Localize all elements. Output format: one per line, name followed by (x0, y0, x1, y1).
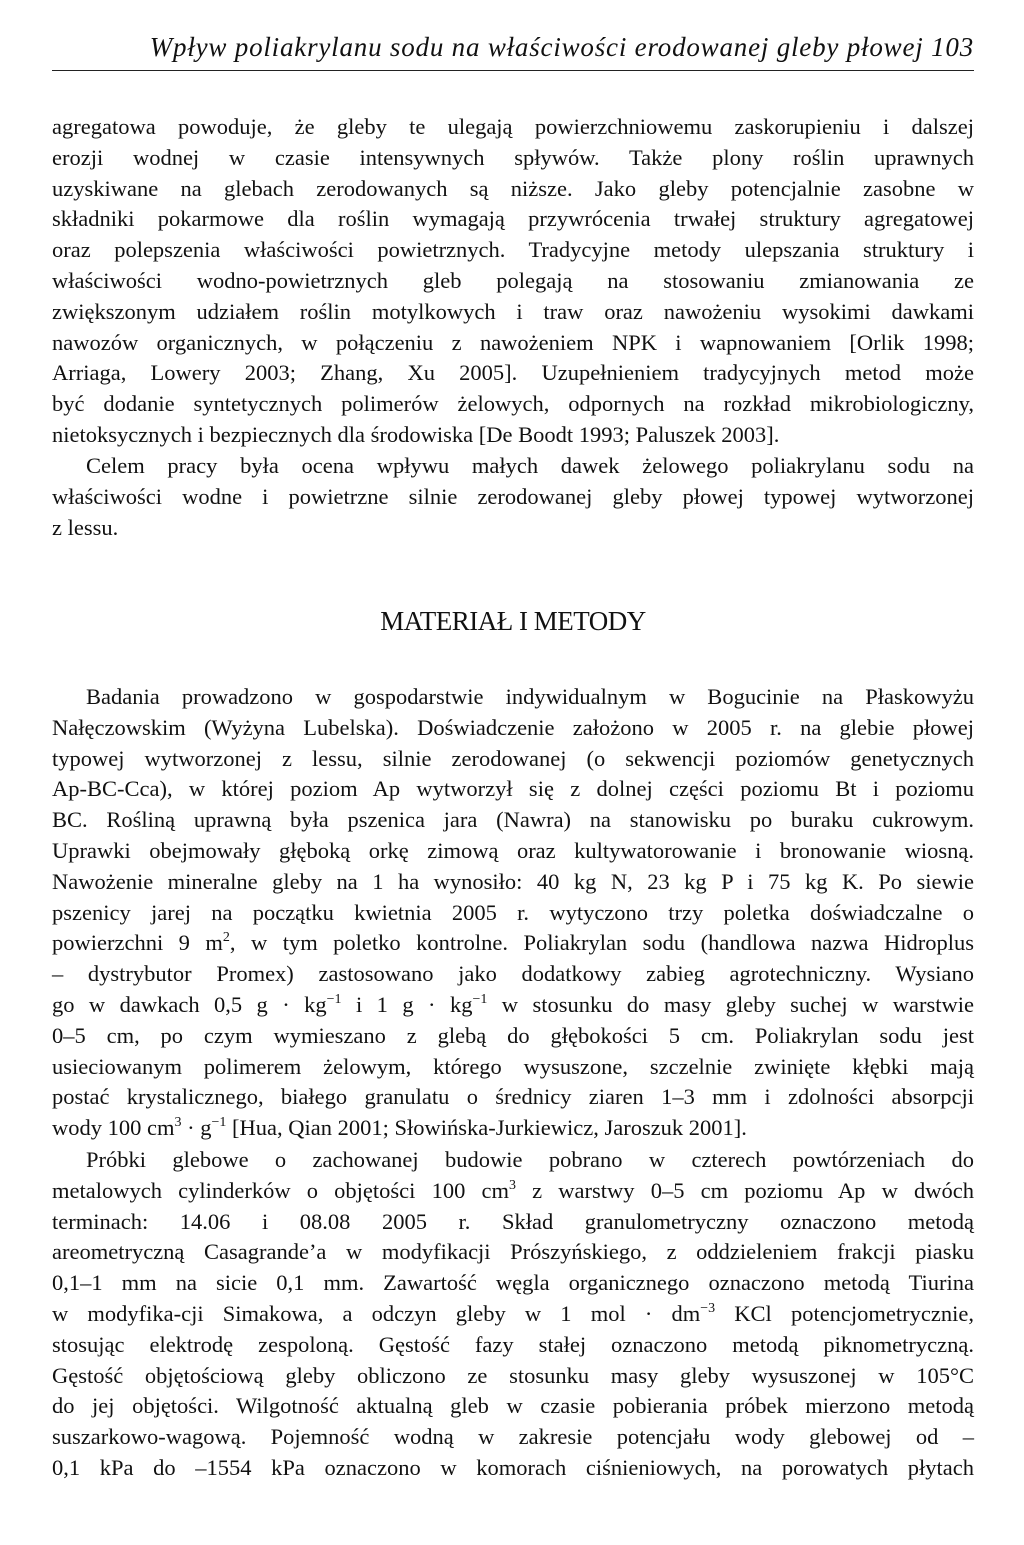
text-line: stosując elektrodę zespoloną. Gęstość fazy stałej oznaczono metodą piknometryczną. (52, 1331, 974, 1357)
text-run: z warstwy 0–5 cm poziomu Ap w dwóch (515, 1177, 974, 1203)
superscript: 3 (508, 1177, 516, 1193)
text-line: 0,1 kPa do –1554 kPa oznaczono w komorach ciśnieniowych, na porowatych płytach (52, 1454, 974, 1480)
superscript: −1 (326, 991, 342, 1007)
text-line: nietoksycznych i bezpiecznych dla środowiska [De Boodt 1993; Paluszek 2003]. (52, 421, 780, 447)
superscript: −1 (211, 1115, 227, 1131)
text-line: uzyskiwane na glebach zerodowanych są niższe. Jako gleby potencjalnie zasobne w (52, 175, 974, 201)
text-run: metalowych cylinderków o objętości 100 cm (52, 1177, 509, 1203)
running-title: Wpływ poliakrylanu sodu na właściwości erodowanej gleby płowej (149, 32, 924, 62)
intro-paragraph-2 (52, 451, 974, 543)
text-run: wody 100 cm (52, 1115, 175, 1141)
text-line: Nałęczowskim (Wyżyna Lubelska). Doświadczenie założono w 2005 r. na glebie płowej (52, 714, 974, 740)
text-line: Badania prowadzono w gospodarstwie indywidualnym w Bogucinie na Płaskowyżu (86, 684, 974, 709)
text-line: Arriaga, Lowery 2003; Zhang, Xu 2005]. Uzupełnieniem tradycyjnych metod może (52, 360, 974, 386)
text-line: suszarkowo-wagową. Pojemność wodną w zakresie potencjału wody glebowej od – (52, 1424, 974, 1450)
text-line: oraz polepszenia właściwości powietrznych. Tradycyjne metody ulepszania struktury i (52, 237, 974, 263)
intro-paragraph-1 (52, 112, 974, 451)
text-line: zwiększonym udziałem roślin motylkowych i traw oraz nawożeniu wysokimi dawkami (52, 298, 974, 324)
text-line: z lessu. (52, 514, 119, 540)
text-line: nawozów organicznych, w połączeniu z nawożeniem NPK i wapnowaniem [Orlik 1998; (52, 329, 974, 355)
text-line: właściwości wodne i powietrzne silnie zerodowanej gleby płowej typowej wytworzonej (52, 483, 974, 509)
methods-paragraph-1 (52, 682, 974, 1144)
text-line (52, 1113, 974, 1144)
text-line: Uprawki obejmowały głęboką orkę zimową oraz kultywatorowanie i bronowanie wiosną. (52, 837, 974, 863)
text-line: Nawożenie mineralne gleby na 1 ha wynosiło: 40 kg N, 23 kg P i 75 kg K. Po siewie (52, 868, 974, 894)
text-line: 0,1–1 mm na sicie 0,1 mm. Zawartość węgla organicznego oznaczono metodą Tiurina (52, 1270, 974, 1296)
text-line: erozji wodnej w czasie intensywnych spływów. Także plony roślin uprawnych (52, 144, 974, 170)
text-line: właściwości wodno-powietrznych gleb polegają na stosowaniu zmianowania ze (52, 267, 974, 293)
superscript: −3 (700, 1300, 716, 1316)
text-line: składniki pokarmowe dla roślin wymagają przywrócenia trwałej struktury agregatowej (52, 206, 974, 232)
text-line: 0–5 cm, po czym wymieszano z glebą do głębokości 5 cm. Poliakrylan sodu jest (52, 1022, 974, 1048)
superscript: 2 (222, 930, 230, 946)
text-run: · g (181, 1115, 212, 1141)
text-run: w stosunku do masy gleby suchej w warstwie (487, 991, 974, 1017)
superscript: −1 (472, 991, 488, 1007)
text-line: agregatowa powoduje, że gleby te ulegają powierzchniowemu zaskorupieniu i dalszej (52, 114, 974, 139)
text-run: i 1 g · kg (341, 991, 473, 1017)
text-run: powierzchni 9 m (52, 930, 223, 956)
text-line: Ap-BC-Cca), w której poziom Ap wytworzył się z dolnej części poziomu Bt i poziomu (52, 776, 974, 802)
text-line: BC. Rośliną uprawną była pszenica jara (Nawra) na stanowisku po buraku cukrowym. (52, 807, 974, 833)
text-line (52, 990, 974, 1021)
text-run: KCl potencjometrycznie, (715, 1300, 974, 1326)
text-line: typowej wytworzonej z lessu, silnie zerodowanej (o sekwencji poziomów genetycznych (52, 745, 974, 771)
text-line: terminach: 14.06 i 08.08 2005 r. Skład granulometryczny oznaczono metodą (52, 1208, 974, 1234)
methods-paragraph-2 (52, 1145, 974, 1484)
page-number: 103 (931, 32, 974, 62)
running-header (52, 30, 974, 64)
text-line (52, 1299, 974, 1330)
text-line: Celem pracy była ocena wpływu małych dawek żelowego poliakrylanu sodu na (86, 453, 974, 478)
text-line: pszenicy jarej na początku kwietnia 2005 r. wytyczono trzy poletka doświadczalne o (52, 899, 974, 925)
text-run: w modyfika-cji Simakowa, a odczyn gleby w 1 mol · dm (52, 1300, 701, 1326)
text-run: , w tym poletko kontrolne. Poliakrylan sodu (handlowa nazwa Hidroplus (229, 930, 974, 956)
text-line: do jej objętości. Wilgotność aktualną gleb w czasie pobierania próbek mierzono metodą (52, 1393, 974, 1419)
text-line (52, 1176, 974, 1207)
text-line: Gęstość objętościową gleby obliczono ze stosunku masy gleby wysuszonej w 105°C (52, 1362, 974, 1388)
text-line: postać krystalicznego, białego granulatu o średnicy ziaren 1–3 mm i zdolności absorpcji (52, 1084, 974, 1110)
text-line (52, 928, 974, 959)
text-line: być dodanie syntetycznych polimerów żelowych, odpornych na rozkład mikrobiologiczny, (52, 391, 974, 417)
text-line: usieciowanym polimerem żelowym, którego wysuszone, szczelnie zwinięte kłębki mają (52, 1053, 974, 1079)
text-run: go w dawkach 0,5 g · kg (52, 991, 327, 1017)
superscript: 3 (174, 1115, 182, 1131)
text-line: – dystrybutor Promex) zastosowano jako dodatkowy zabieg agrotechniczny. Wysiano (52, 961, 974, 987)
header-rule (52, 70, 974, 71)
text-line: Próbki glebowe o zachowanej budowie pobrano w czterech powtórzeniach do (86, 1147, 974, 1172)
text-run: [Hua, Qian 2001; Słowińska-Jurkiewicz, Jaroszuk 2001]. (226, 1115, 747, 1141)
section-heading: MATERIAŁ I METODY (380, 606, 646, 636)
text-line: areometryczną Casagrande’a w modyfikacji Prószyńskiego, z oddzieleniem frakcji piasku (52, 1239, 974, 1265)
